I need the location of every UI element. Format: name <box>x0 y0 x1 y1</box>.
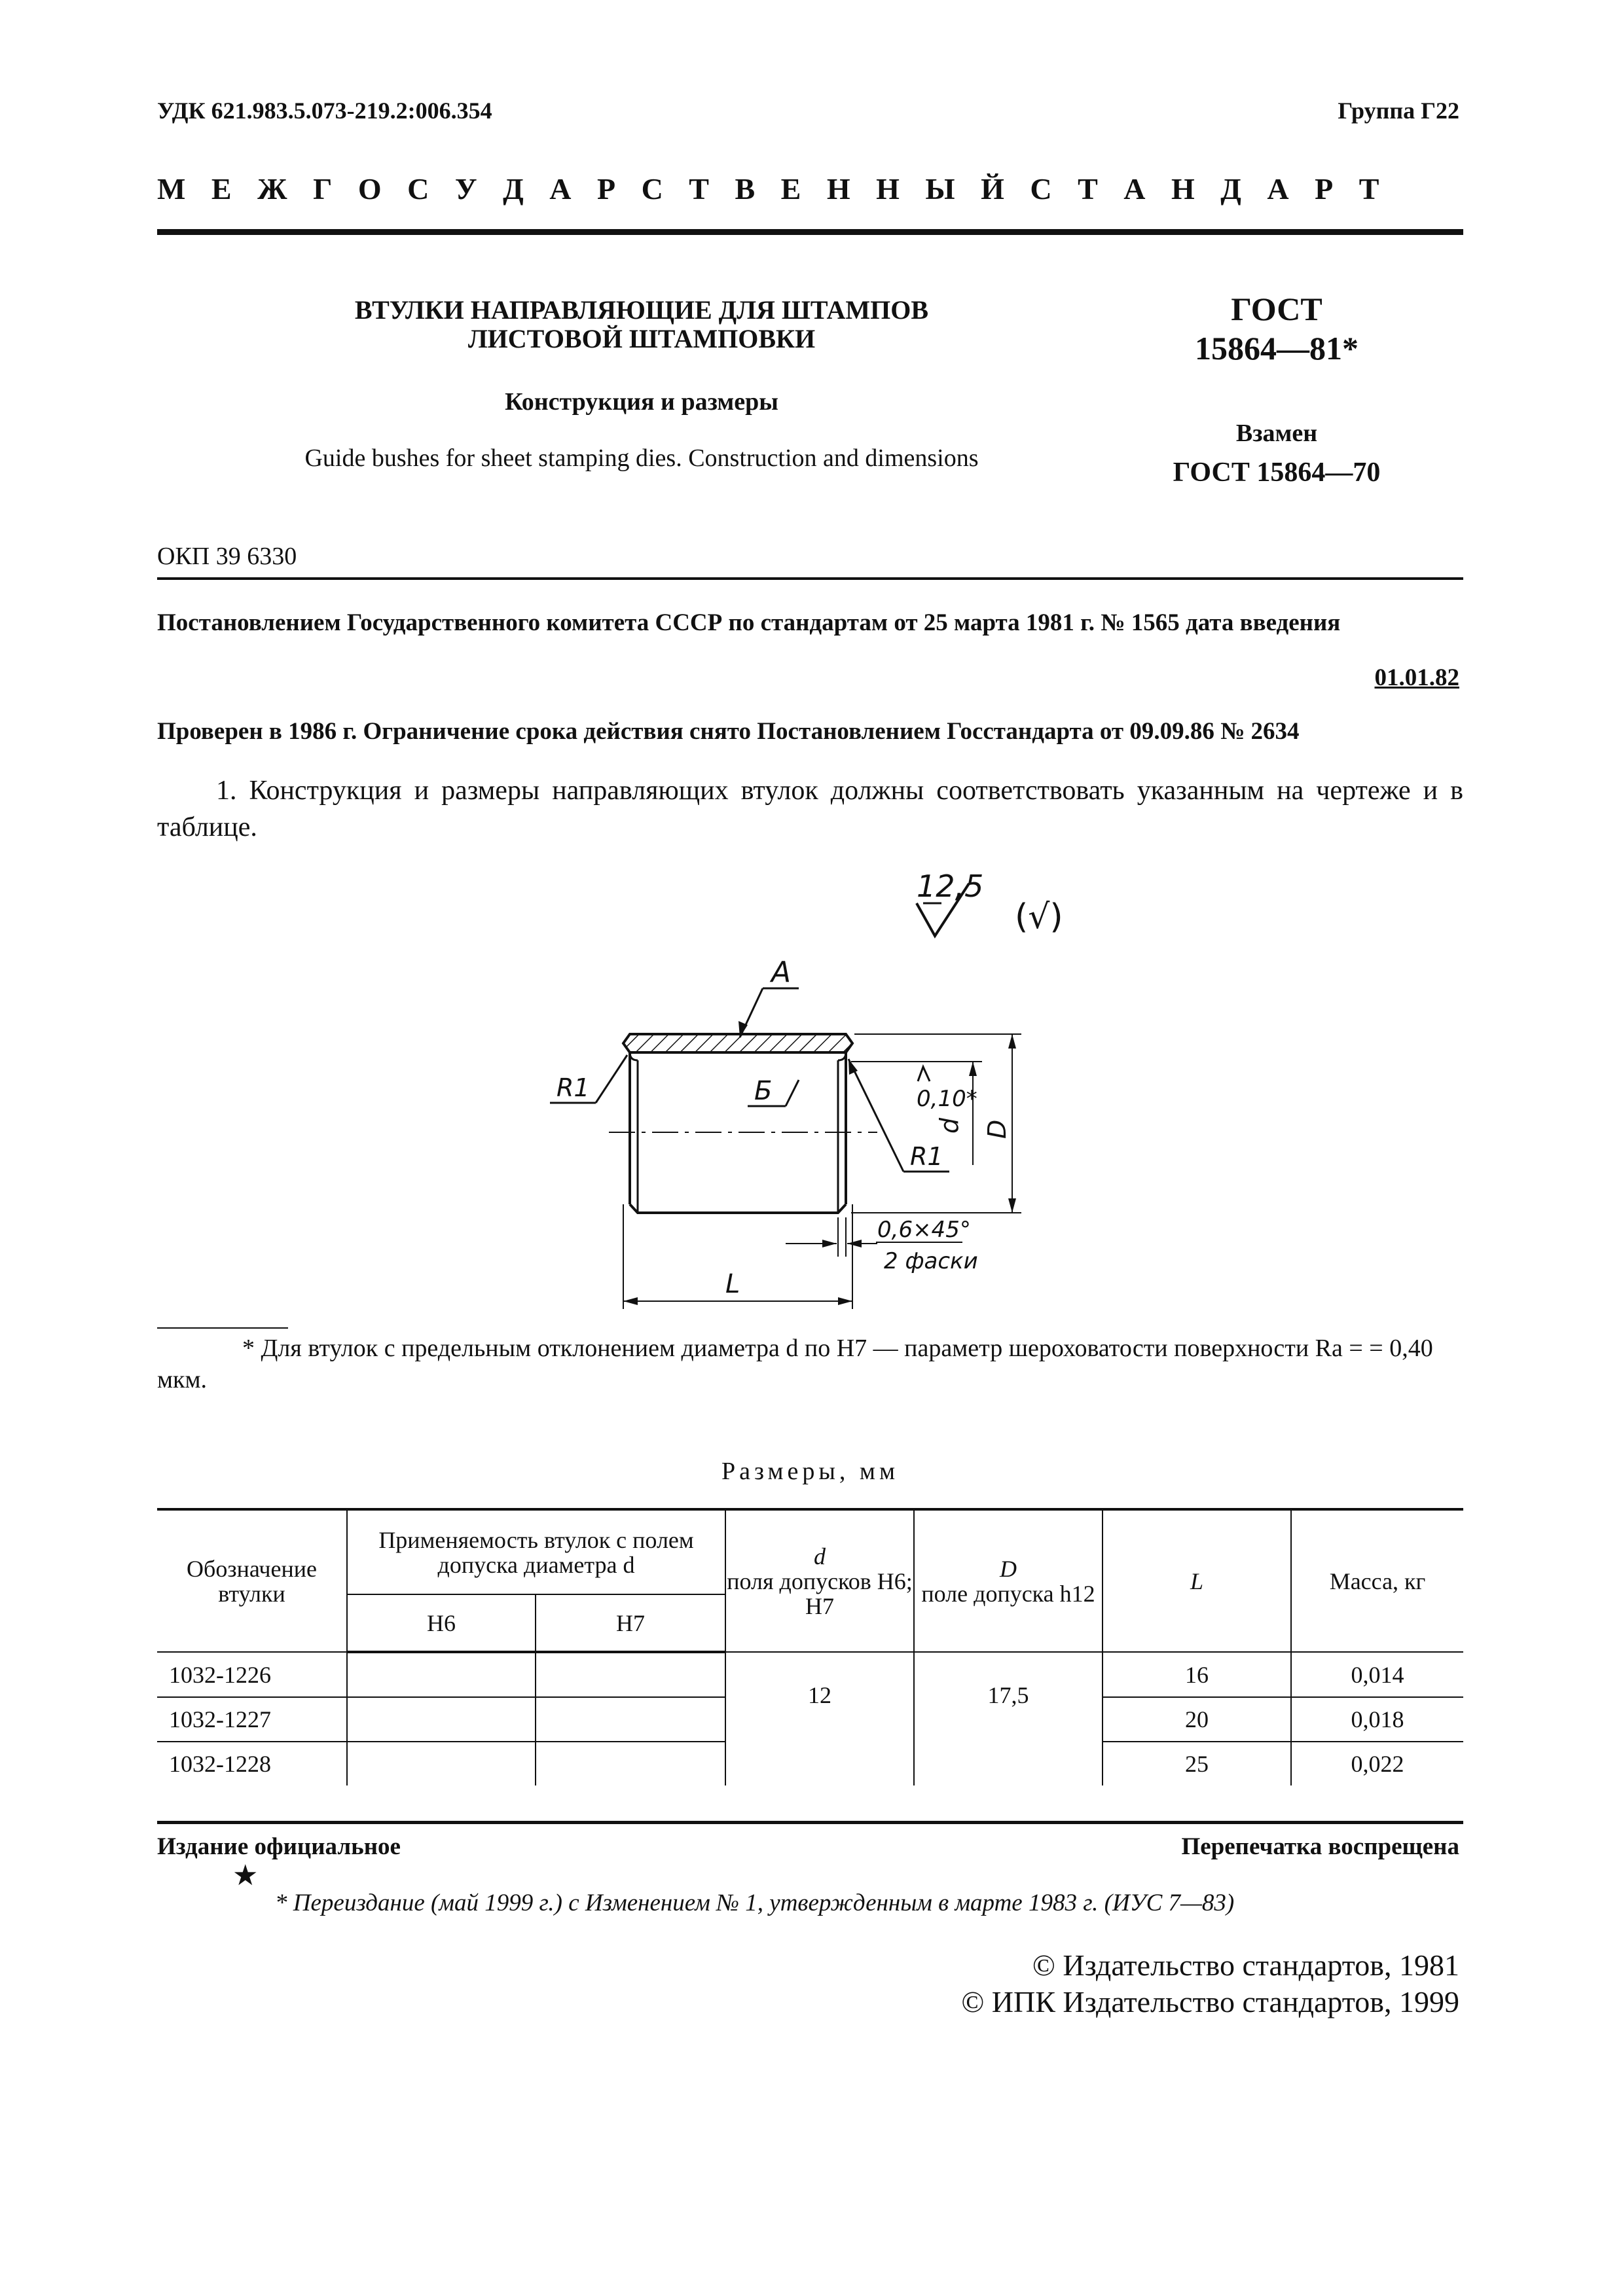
document-title: ВТУЛКИ НАПРАВЛЯЮЩИЕ ДЛЯ ШТАМПОВ ЛИСТОВОЙ ШТАМПОВКИ <box>354 295 929 353</box>
chamfer-label <box>786 1217 978 1274</box>
udk-code: УДК 621.983.5.073-219.2:006.354 <box>157 98 492 124</box>
copyright-1981: © Издательство стандартов, 1981 <box>1032 1948 1459 1982</box>
star-icon: ★ <box>232 1859 259 1892</box>
header-mass: Масса, кг <box>1291 1509 1463 1652</box>
tolerance-label <box>917 1067 977 1112</box>
okp-code: ОКП 39 6330 <box>157 543 297 570</box>
cell-h7 <box>536 1652 725 1697</box>
gost-replaces: Взамен ГОСТ 15864—70 <box>1173 420 1381 488</box>
header-designation: Обозначение втулки <box>157 1509 347 1652</box>
header-D: D поле допуска h12 <box>914 1509 1103 1652</box>
cell-mass: 0,018 <box>1291 1697 1463 1742</box>
reprint-notice: Перепечатка воспрещена <box>1181 1833 1459 1860</box>
header-h6: Н6 <box>347 1594 536 1652</box>
cell-L: 25 <box>1103 1742 1291 1785</box>
bush-outline <box>609 1034 877 1213</box>
svg-text:12,5: 12,5 <box>917 869 984 904</box>
cell-D: 17,5 <box>914 1652 1103 1785</box>
bush-drawing <box>511 851 1100 1309</box>
checked-text: Проверен в 1986 г. Ограничение срока действия снято Постановлением Госстандарта от 09.09.86 № 2634 <box>157 718 1300 745</box>
cell-h7 <box>536 1697 725 1742</box>
paragraph-1: 1. Конструкция и размеры направляющих втулок должны соответствовать указанным на чертеже и в таблице. <box>157 776 1463 842</box>
header-L: L <box>1103 1509 1291 1652</box>
copyright-1999: © ИПК Издательство стандартов, 1999 <box>961 1985 1459 2018</box>
footer-rule <box>157 1821 1463 1824</box>
dimension-L <box>623 1204 852 1309</box>
english-title: Guide bushes for sheet stamping dies. Construction and dimensions <box>304 444 979 472</box>
cell-designation: 1032-1226 <box>157 1652 347 1697</box>
reissue-note: * Переиздание (май 1999 г.) с Изменением № 1, утвержденным в марте 1983 г. (ИУС 7—83) <box>275 1890 1235 1916</box>
label-b <box>748 1076 799 1106</box>
svg-text:D: D <box>983 1119 1012 1139</box>
cell-mass: 0,022 <box>1291 1742 1463 1785</box>
svg-text:2 фаски: 2 фаски <box>884 1248 978 1274</box>
official-edition: Издание официальное <box>157 1833 401 1860</box>
cell-L: 20 <box>1103 1697 1291 1742</box>
svg-text:R1: R1 <box>556 1073 590 1102</box>
footnote-rule <box>157 1327 288 1329</box>
cell-designation: 1032-1228 <box>157 1742 347 1785</box>
roughness-symbol <box>917 869 1063 937</box>
cell-h6 <box>347 1652 536 1697</box>
intro-date: 01.01.82 <box>1374 664 1459 691</box>
decree-text: Постановлением Государственного комитета СССР по стандартам от 25 марта 1981 г. № 1565 дата введения <box>157 609 1341 636</box>
okp-rule <box>157 577 1463 580</box>
header-h7: Н7 <box>536 1594 725 1652</box>
svg-text:L: L <box>725 1269 740 1299</box>
table-caption: Размеры, мм <box>721 1458 899 1485</box>
svg-text:А: А <box>771 956 792 989</box>
header-rule <box>157 229 1463 235</box>
group-code: Группа Г22 <box>1338 98 1459 124</box>
interstate-standard-heading: М Е Ж Г О С У Д А Р С Т В Е Н Н Ы Й С Т А Н Д А Р Т <box>157 172 1389 206</box>
cell-d: 12 <box>725 1652 914 1785</box>
cell-L: 16 <box>1103 1652 1291 1697</box>
cell-mass: 0,014 <box>1291 1652 1463 1697</box>
cell-h7 <box>536 1742 725 1785</box>
table-row <box>157 1652 1463 1697</box>
label-a <box>739 956 799 1037</box>
cell-h6 <box>347 1742 536 1785</box>
footnote: * Для втулок с предельным отклонением диаметра d по Н7 — параметр шероховатости поверхности Ra = = 0,40 мкм. <box>157 1335 1433 1393</box>
document-subtitle: Конструкция и размеры <box>505 388 778 416</box>
header-applicability: Применяемость втулок с полем допуска диаметра d <box>347 1509 725 1594</box>
svg-text:(√): (√) <box>1015 897 1063 937</box>
cell-h6 <box>347 1697 536 1742</box>
label-r1-right <box>848 1059 949 1172</box>
svg-text:d: d <box>935 1117 964 1134</box>
label-r1-left <box>550 1055 627 1103</box>
svg-text:R1: R1 <box>910 1142 943 1171</box>
svg-text:0,6×45°: 0,6×45° <box>877 1217 971 1243</box>
gost-number: ГОСТ 15864—81* <box>1195 291 1359 367</box>
dimensions-table <box>157 1508 1463 1785</box>
svg-text:0,10*: 0,10* <box>917 1086 977 1112</box>
header-d: d поля допусков Н6; Н7 <box>725 1509 914 1652</box>
cell-designation: 1032-1227 <box>157 1697 347 1742</box>
svg-text:Б: Б <box>754 1076 773 1106</box>
